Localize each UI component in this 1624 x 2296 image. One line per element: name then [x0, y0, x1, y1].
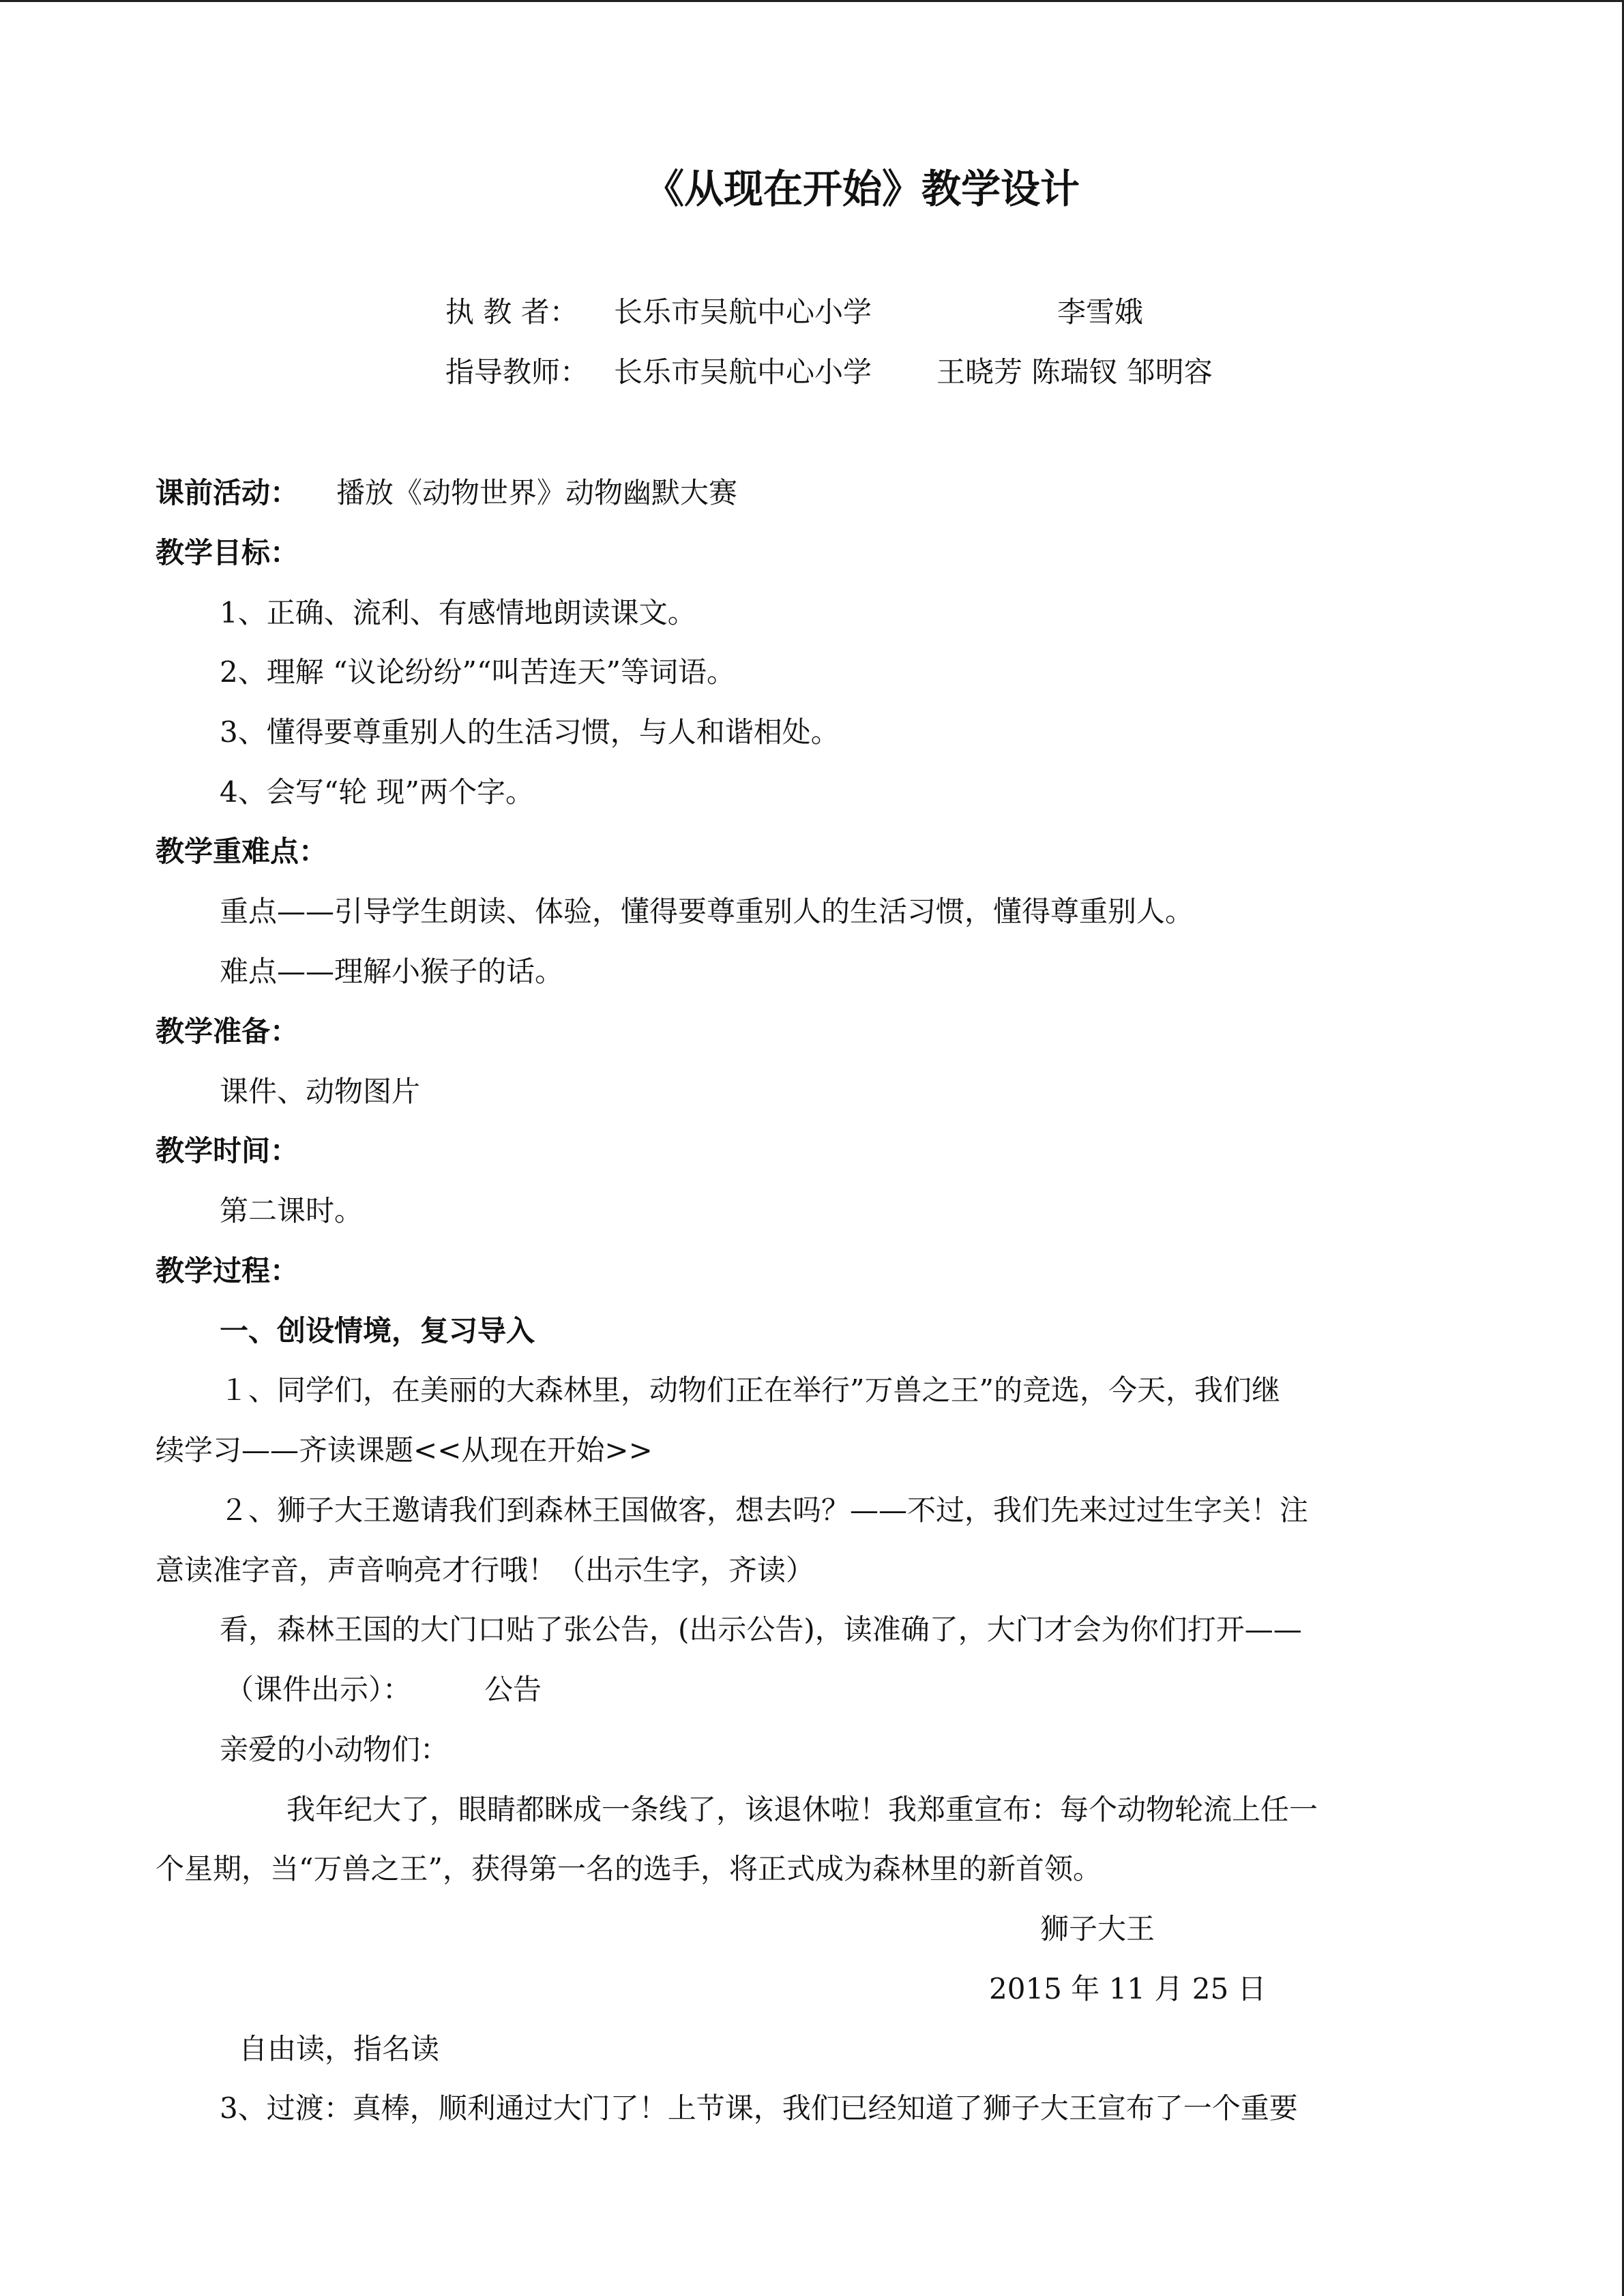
key-points-heading: 教学重难点： [156, 835, 328, 868]
advisor-names: 王晓芳 陈瑞钗 邹明容 [936, 355, 1213, 389]
document-title: 《从现在开始》教学设计 [645, 166, 1080, 212]
paragraph-line: 意读准字音，声音响亮才行哦！（出示生字，齐读） [156, 1553, 815, 1587]
notice-date: 2015 年 11 月 25 日 [989, 1972, 1267, 2006]
notice-label: 公告 [484, 1673, 542, 1706]
goal-item: 4、会写“轮 现”两个字。 [220, 775, 535, 809]
advisor-label: 指导教师： [445, 355, 589, 389]
paragraph-line: （课件出示）： [225, 1673, 412, 1706]
paragraph-line: 3、过渡：真棒，顺利通过大门了！上节课，我们已经知道了狮子大王宣布了一个重要 [220, 2091, 1298, 2125]
pre-activity-label: 课前活动： [156, 476, 299, 509]
goal-item: 1、正确、流利、有感情地朗读课文。 [220, 596, 696, 629]
goal-item: 2、理解 “议论纷纷”“叫苦连天”等词语。 [220, 655, 735, 689]
advisor-school: 长乐市吴航中心小学 [614, 355, 872, 389]
paragraph-line: 续学习——齐读课题<<从现在开始>> [156, 1433, 653, 1467]
notice-text: 我年纪大了，眼睛都眯成一条线了，该退休啦！我郑重宣布：每个动物轮流上任一 [286, 1793, 1318, 1826]
paragraph-line: 看，森林王国的大门口贴了张公告，(出示公告)，读准确了，大门才会为你们打开—— [220, 1613, 1302, 1646]
paragraph-line: ２、狮子大王邀请我们到森林王国做客，想去吗？——不过，我们先来过过生字关！注 [220, 1493, 1309, 1527]
section-heading: 一、创设情境，复习导入 [220, 1314, 535, 1347]
notice-greeting: 亲爱的小动物们： [220, 1733, 449, 1766]
notice-text: 个星期，当“万兽之王”，获得第一名的选手，将正式成为森林里的新首领。 [156, 1852, 1102, 1885]
difficult-point-text: 难点——理解小猴子的话。 [220, 955, 564, 988]
time-text: 第二课时。 [220, 1194, 364, 1227]
goal-item: 3、懂得要尊重别人的生活习惯，与人和谐相处。 [220, 715, 840, 749]
paragraph-line: 自由读，指名读 [239, 2032, 440, 2066]
teacher-name: 李雪娥 [1057, 295, 1144, 329]
teacher-label: 执 教 者： [445, 295, 578, 329]
goals-heading: 教学目标： [156, 536, 299, 569]
pre-activity-text: 播放《动物世界》动物幽默大赛 [336, 476, 738, 509]
preparation-text: 课件、动物图片 [220, 1075, 421, 1108]
notice-signer: 狮子大王 [1040, 1912, 1155, 1945]
time-heading: 教学时间： [156, 1134, 299, 1167]
process-heading: 教学过程： [156, 1254, 299, 1287]
preparation-heading: 教学准备： [156, 1015, 299, 1048]
teacher-school: 长乐市吴航中心小学 [614, 295, 872, 329]
paragraph-line: １、同学们，在美丽的大森林里，动物们正在举行”万兽之王”的竞选，今天，我们继 [220, 1373, 1280, 1407]
key-point-text: 重点——引导学生朗读、体验，懂得要尊重别人的生活习惯，懂得尊重别人。 [220, 895, 1194, 928]
